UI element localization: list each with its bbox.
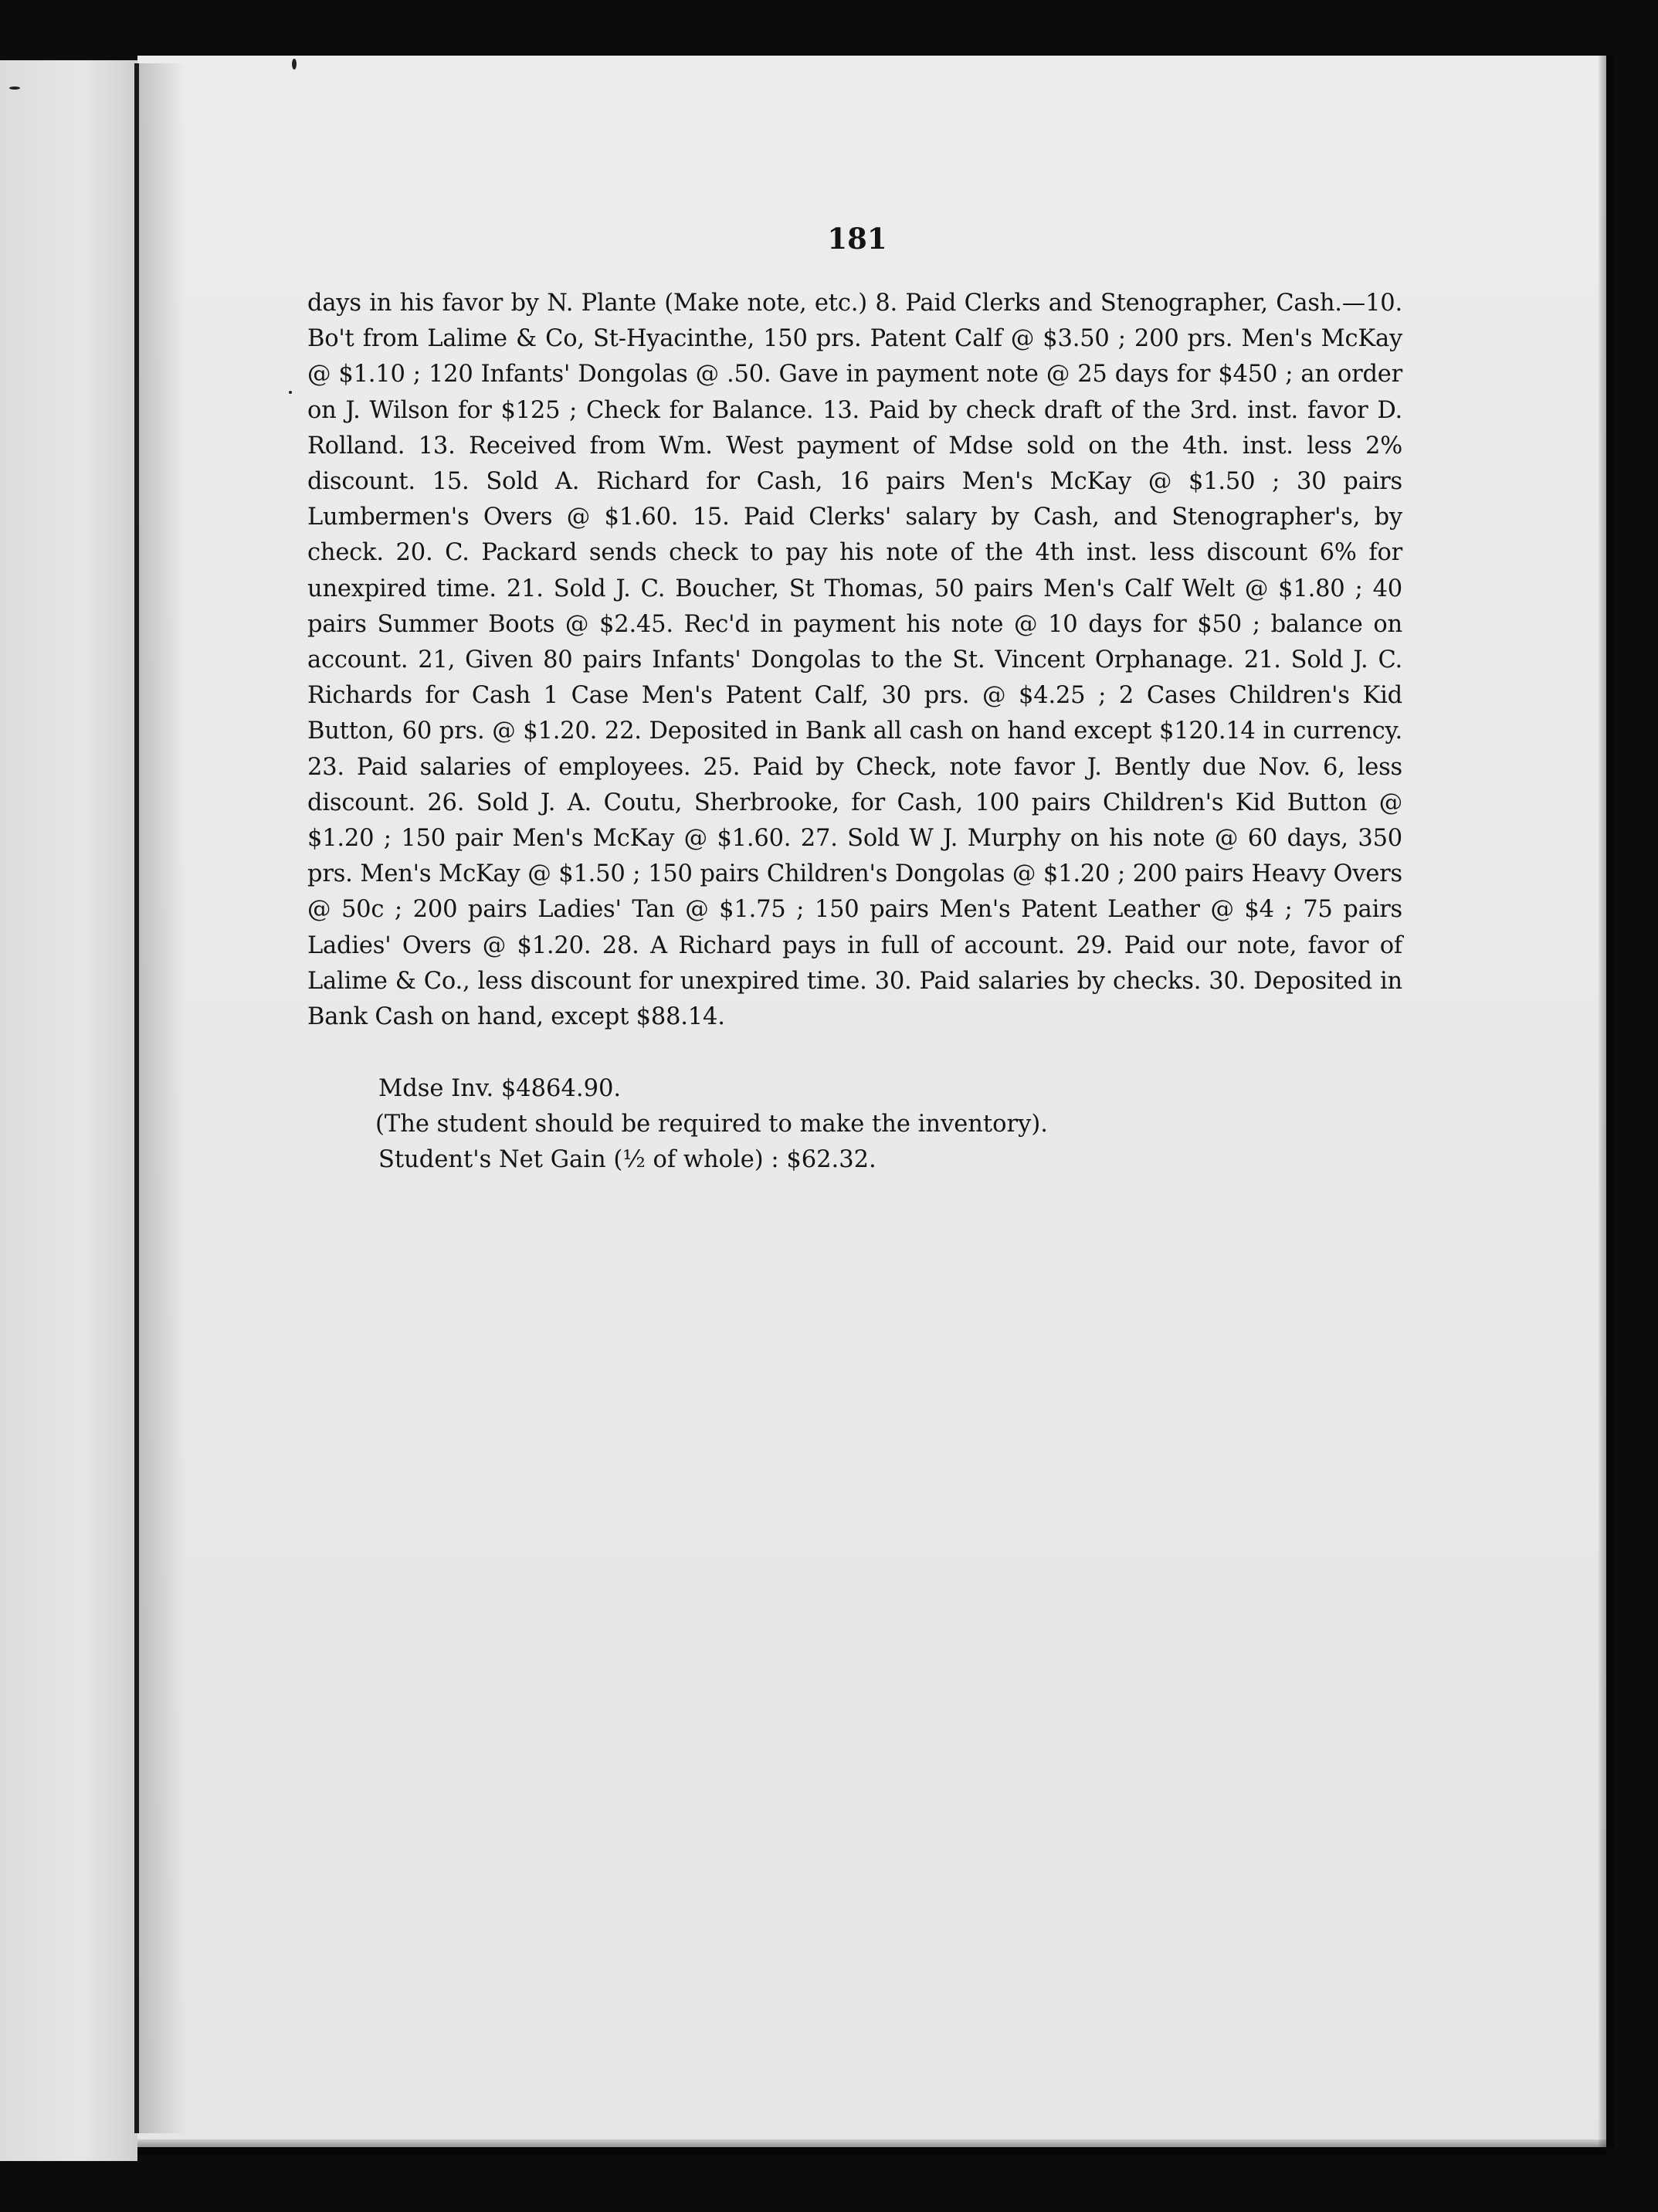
binding-shadow — [139, 63, 185, 2133]
ink-speck — [9, 87, 20, 90]
net-gain-line: Student's Net Gain (½ of whole) : $62.32. — [378, 1146, 876, 1173]
ink-speck — [292, 59, 297, 70]
inventory-note: (The student should be required to make the inventory). — [375, 1111, 1048, 1138]
page-number: 181 — [827, 222, 887, 256]
page-bottom-edge — [137, 2139, 1606, 2155]
inventory-line: Mdse Inv. $4864.90. — [378, 1075, 622, 1102]
body-paragraph: days in his favor by N. Plante (Make note, etc.) 8. Paid Clerks and Stenographer, Cash.—10. Bo't from Lalime & Co, St-Hyacinthe, 150 prs. Patent Calf @ $3.50 ; 200 prs. Men's McKay @ $1.10 ; 120 Infants' Dongolas @ .50. Gave in payment note @ 25 days for $450 ; an order on J. Wilson for $125 ; Check for Balance. 13. Paid by check draft of the 3rd. inst. favor D. Rolland. 13. Received from Wm. West payment of Mdse sold on the 4th. inst. less 2% discount. 15. Sold A. Richard for Cash, 16 pairs Men's McKay @ $1.50 ; 30 pairs Lumbermen's Overs @ $1.60. 15. Paid Clerks' salary by Cash, and Stenographer's, by check. 20. C. Packard sends check to pay his note of the 4th inst. less discount 6% for unexpired time. 21. Sold J. C. Boucher, St Thomas, 50 pairs Men's Calf Welt @ $1.80 ; 40 pairs Summer Boots @ $2.45. Rec'd in payment his note @ 10 days for $50 ; balance on account. 21, Given 80 pairs Infants' Dongolas to the St. Vincent Orphanage. 21. Sold J. C. Richards for Cash 1 Case Men's Patent Calf, 30 prs. @ $4.25 ; 2 Cases Children's Kid Button, 60 prs. @ $1.20. 22. Deposited in Bank all cash on hand except $120.14 in currency. 23. Paid salaries of employees. 25. Paid by Check, note favor J. Bently due Nov. 6, less discount. 26. Sold J. A. Coutu, Sherbrooke, for Cash, 100 pairs Children's Kid Button @ $1.20 ; 150 pair Men's McKay @ $1.60. 27. Sold W J. Murphy on his note @ 60 days, 350 prs. Men's McKay @ $1.50 ; 150 pairs Children's Dongolas @ $1.20 ; 200 pairs Heavy Overs @ 50c ; 200 pairs Ladies' Tan @ $1.75 ; 150 pairs Men's Patent Leather @ $4 ; 75 pairs Ladies' Overs @ $1.20. 28. A Richard pays in full of account. 29. Paid our note, favor of Lalime & Co., less discount for unexpired time. 30. Paid salaries by checks. 30. Deposited in Bank Cash on hand, except $88.14. — [307, 290, 1402, 1031]
page-right-edge — [1599, 56, 1614, 2147]
ink-speck — [289, 391, 292, 394]
facing-page-edge — [0, 60, 137, 2161]
